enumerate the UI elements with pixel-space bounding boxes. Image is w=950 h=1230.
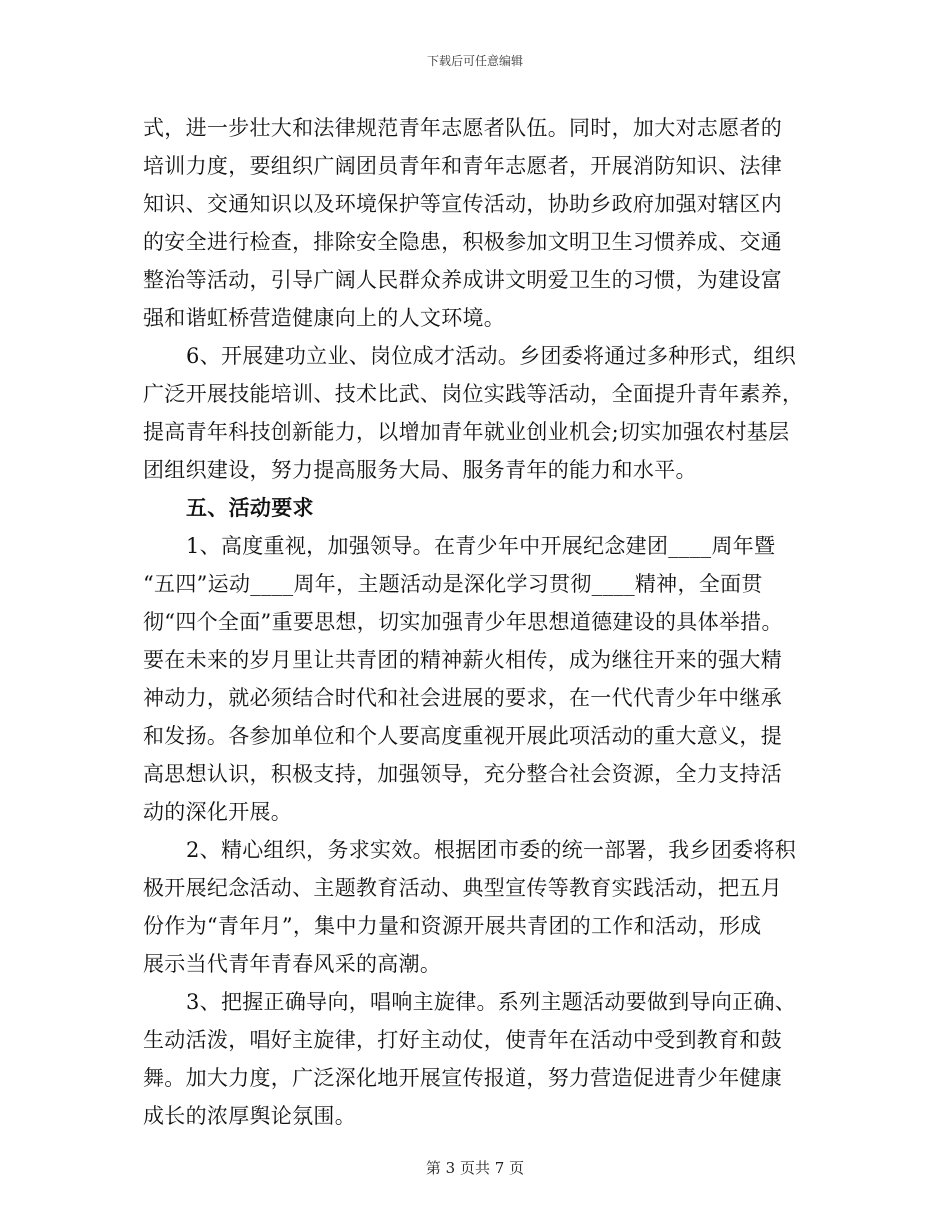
text-line: 广泛开展技能培训、技术比武、岗位实践等活动，全面提升青年素养，: [143, 382, 804, 406]
text-line: 生动活泼，唱好主旋律，打好主动仗，使青年在活动中受到教育和鼓: [143, 1028, 782, 1052]
text-line: 成长的浓厚舆论氛围。: [143, 1104, 356, 1128]
paragraph-3-start: 3、把握正确导向，唱响主旋律。系列主题活动要做到导向正确、: [186, 990, 797, 1014]
text-line: 要在未来的岁月里让共青团的精神薪火相传，成为继往开来的强大精: [143, 648, 782, 672]
text-line: 极开展纪念活动、主题教育活动、典型宣传等教育实践活动，把五月: [143, 876, 782, 900]
text-line: 强和谐虹桥营造健康向上的人文环境。: [143, 306, 506, 330]
text-line: “五四”运动____周年，主题活动是深化学习贯彻____精神，全面贯: [143, 572, 763, 596]
text-line: 提高青年科技创新能力，以增加青年就业创业机会;切实加强农村基层: [143, 420, 790, 444]
text-line: 展示当代青年青春风采的高潮。: [143, 952, 442, 976]
text-line: 整治等活动，引导广阔人民群众养成讲文明爱卫生的习惯，为建设富: [143, 268, 782, 292]
text-line: 的安全进行检查，排除安全隐患，积极参加文明卫生习惯养成、交通: [143, 230, 782, 254]
paragraph-6-start: 6、开展建功立业、岗位成才活动。乡团委将通过多种形式，组织: [186, 344, 797, 368]
text-line: 彻“四个全面”重要思想，切实加强青少年思想道德建设的具体举措。: [143, 610, 783, 634]
text-line: 动的深化开展。: [143, 800, 293, 824]
section-heading: 五、活动要求: [186, 495, 314, 520]
text-line: 舞。加大力度，广泛深化地开展宣传报道，努力营造促进青少年健康: [143, 1066, 782, 1090]
paragraph-1-start: 1、高度重视，加强领导。在青少年中开展纪念建团____周年暨: [186, 534, 776, 558]
text-line: 份作为“青年月”，集中力量和资源开展共青团的工作和活动，形成: [143, 914, 762, 938]
text-line: 团组织建设，努力提高服务大局、服务青年的能力和水平。: [143, 458, 697, 482]
text-line: 知识、交通知识以及环境保护等宣传活动，协助乡政府加强对辖区内: [143, 192, 782, 216]
text-line: 神动力，就必须结合时代和社会进展的要求，在一代代青少年中继承: [143, 686, 782, 710]
paragraph-2-start: 2、精心组织，务求实效。根据团市委的统一部署，我乡团委将积: [186, 838, 797, 862]
text-line: 培训力度，要组织广阔团员青年和青年志愿者，开展消防知识、法律: [143, 154, 782, 178]
page-header: 下载后可任意编辑: [426, 54, 523, 68]
text-line: 式，进一步壮大和法律规范青年志愿者队伍。同时，加大对志愿者的: [143, 116, 782, 140]
page-footer: 第 3 页共 7 页: [425, 1159, 525, 1177]
text-line: 高思想认识，积极支持，加强领导，充分整合社会资源，全力支持活: [143, 762, 782, 786]
text-line: 和发扬。各参加单位和个人要高度重视开展此项活动的重大意义，提: [143, 724, 782, 748]
